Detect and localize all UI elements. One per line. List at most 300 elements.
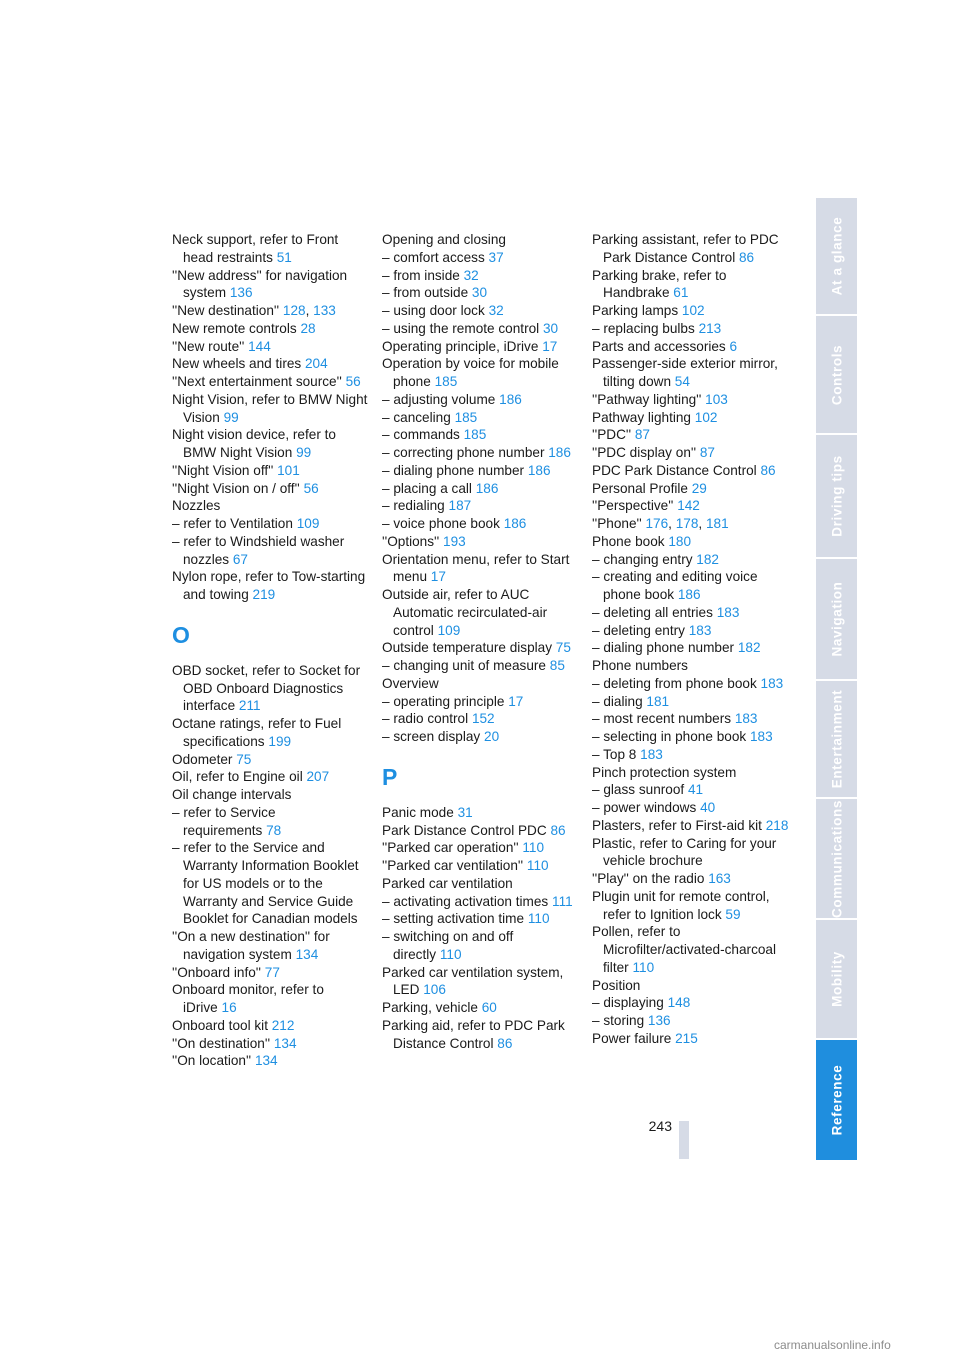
index-entry <box>592 799 792 817</box>
index-entry <box>382 338 582 356</box>
page-reference-link[interactable]: 85 <box>549 658 565 673</box>
index-entry <box>592 781 792 799</box>
index-entry-text: – activating activation times <box>382 893 549 909</box>
index-entry-text: Parking lamps <box>592 303 679 318</box>
index-entry-text: ''Onboard info'' <box>172 964 261 980</box>
page-reference-link[interactable]: 204 <box>304 356 328 372</box>
page-reference-link[interactable]: 181 <box>646 693 670 709</box>
index-entry: ''New destination'' 128, 133 <box>172 303 336 318</box>
page-reference-link[interactable]: 41 <box>687 782 704 798</box>
page-reference-link[interactable]: 134 <box>273 1035 297 1051</box>
index-entry-text: ''Phone'' <box>592 516 642 531</box>
index-entry-text: Plugin unit for remote control, refer to Ignition lock <box>592 888 770 922</box>
index-entry-text: – Top 8 <box>592 746 637 762</box>
index-entry-text: Onboard tool kit <box>172 1017 268 1033</box>
index-entry <box>382 320 582 338</box>
index-entry <box>382 426 582 444</box>
index-entry-text: ''Options'' <box>382 533 440 549</box>
page-reference-link[interactable]: 20 <box>484 729 500 744</box>
index-entry-text: – refer to Ventilation <box>172 516 293 531</box>
page-reference-link[interactable]: 186 <box>475 480 499 496</box>
page-reference-link[interactable]: 193 <box>443 533 466 549</box>
index-entry <box>382 728 582 746</box>
index-entry-text: – deleting from phone book <box>592 675 757 691</box>
page-reference-link[interactable]: 86 <box>497 1035 513 1051</box>
page-reference-link[interactable]: 75 <box>555 640 571 656</box>
page-number-bar <box>679 1121 689 1159</box>
page-reference-link[interactable]: 185 <box>463 427 487 443</box>
page-reference-link[interactable]: 152 <box>471 711 495 727</box>
page-reference-link[interactable]: 54 <box>674 374 690 389</box>
index-entry-text: Pinch protection system <box>592 764 737 780</box>
page-reference-link[interactable]: 16 <box>221 1000 237 1015</box>
page-reference-link[interactable]: 87 <box>699 445 715 460</box>
index-entry <box>172 462 372 480</box>
page-reference-link[interactable]: 102 <box>681 303 705 318</box>
index-entry-text: – creating and editing voice phone book <box>592 569 758 602</box>
index-entry-text: – most recent numbers <box>592 711 732 727</box>
index-entry <box>592 338 792 356</box>
tab-label: Entertainment <box>829 689 844 789</box>
index-column-1 <box>172 231 372 1070</box>
page-reference-link[interactable]: 212 <box>271 1017 295 1033</box>
page-reference-link[interactable]: 178 <box>675 516 699 531</box>
index-entry-text: ''Play'' on the radio <box>592 871 705 886</box>
index-entry-text: – power windows <box>592 800 697 815</box>
page-reference-link[interactable]: 134 <box>254 1053 278 1069</box>
page-reference-link[interactable]: 17 <box>508 693 524 709</box>
index-entry-text: Odometer <box>172 751 233 767</box>
tab-communications[interactable] <box>816 799 857 918</box>
page-reference-link[interactable]: 213 <box>698 320 722 336</box>
index-entry <box>382 515 582 533</box>
index-entry <box>382 657 582 675</box>
index-entry-text: Parking assistant, refer to PDC Park Distance Control <box>592 232 779 265</box>
index-entry <box>592 355 792 391</box>
index-entry <box>172 355 372 373</box>
page-reference-link[interactable]: 101 <box>277 462 300 478</box>
index-entry-text: – glass sunroof <box>592 782 685 798</box>
index-entry-text: Phone numbers <box>592 658 688 673</box>
index-entry-text: – replacing bulbs <box>592 320 695 336</box>
page-reference-link[interactable]: 219 <box>252 587 276 602</box>
index-entry <box>382 999 582 1017</box>
index-entry <box>592 391 792 409</box>
page-reference-link[interactable]: 148 <box>667 995 691 1011</box>
index-entry-text: – placing a call <box>382 480 472 496</box>
index-entry: ''Phone'' 176, 178, 181 <box>592 516 729 531</box>
index-entry-text: – setting activation time <box>382 911 525 927</box>
index-entry <box>382 462 582 480</box>
index-entry-text: Outside air, refer to AUC Automatic recirculated-air control <box>382 587 548 638</box>
page-reference-link[interactable]: 56 <box>303 480 319 496</box>
index-entry <box>172 751 372 769</box>
index-entry-text: – selecting in phone book <box>592 729 747 744</box>
index-entry <box>592 409 792 427</box>
index-entry <box>172 320 372 338</box>
page-reference-link[interactable]: 182 <box>737 640 761 656</box>
index-entry <box>592 746 792 764</box>
page-reference-link[interactable]: 87 <box>634 427 650 443</box>
index-entry <box>592 497 792 515</box>
tab-label: Driving tips <box>829 455 844 537</box>
index-entry <box>382 822 582 840</box>
tab-entertainment[interactable] <box>816 681 857 797</box>
page-reference-link[interactable]: 86 <box>550 822 566 838</box>
index-entry <box>592 604 792 622</box>
index-entry-text: Overview <box>382 675 439 691</box>
page-reference-link[interactable]: 28 <box>300 320 316 336</box>
index-entry-text: Neck support, refer to Front head restraints <box>172 232 339 265</box>
index-entry-text: Panic mode <box>382 804 454 820</box>
page-reference-link[interactable]: 186 <box>499 391 522 407</box>
index-entry <box>172 426 372 462</box>
page-reference-link[interactable]: 128 <box>282 303 306 318</box>
index-entry <box>592 568 792 604</box>
page-reference-link[interactable]: 183 <box>760 675 784 691</box>
index-entry-text: – refer to the Service and Warranty Information Booklet for US models or to the Warranty and Service Guide Booklet for Canadian models <box>172 840 359 927</box>
tab-label: Navigation <box>829 581 844 657</box>
index-entry-text: Pathway lighting <box>592 409 691 425</box>
index-entry <box>592 622 792 640</box>
index-entry-text: ''Next entertainment source'' <box>172 374 342 389</box>
index-entry <box>592 480 792 498</box>
index-entry <box>382 391 582 409</box>
index-entry-text: ''New address'' for navigation system <box>172 267 348 301</box>
page-reference-link[interactable]: 136 <box>647 1013 671 1028</box>
page-reference-link[interactable]: 99 <box>223 409 239 425</box>
index-entry <box>592 675 792 693</box>
index-entry <box>382 693 582 711</box>
index-entry-text: Personal Profile <box>592 480 688 496</box>
index-entry-text: – using the remote control <box>382 320 540 336</box>
index-entry-text: – canceling <box>382 409 451 425</box>
page-reference-link[interactable]: 110 <box>632 959 655 975</box>
index-entry-text: – using door lock <box>382 303 485 318</box>
watermark: carmanualsonline.info <box>774 1338 891 1352</box>
index-column-2 <box>382 231 582 1052</box>
index-entry <box>172 928 372 964</box>
index-entry-text: ''On location'' <box>172 1053 252 1069</box>
index-entry-text: – refer to Windshield washer nozzles <box>172 533 345 567</box>
page-reference-link[interactable]: 142 <box>677 498 700 514</box>
page-reference-link[interactable]: 109 <box>296 516 320 531</box>
tab-reference[interactable] <box>816 1040 857 1160</box>
page-reference-link[interactable]: 17 <box>542 338 558 354</box>
section-letter-heading: P <box>382 763 398 790</box>
index-entry-text: – correcting phone number <box>382 445 545 460</box>
page-reference-link[interactable]: 110 <box>526 858 549 873</box>
index-entry <box>592 320 792 338</box>
index-entry-text: – deleting all entries <box>592 604 713 620</box>
index-entry-text: OBD socket, refer to Socket for OBD Onboard Diagnostics interface <box>172 662 361 714</box>
page-reference-link[interactable]: 163 <box>708 871 731 886</box>
section-letter-heading: O <box>172 621 190 648</box>
index-entry <box>172 497 372 515</box>
index-entry <box>172 964 372 982</box>
index-entry <box>592 764 792 782</box>
index-entry-text: Night vision device, refer to BMW Night Vision <box>172 427 336 460</box>
index-entry-text: ''New destination'' <box>172 303 280 318</box>
page-reference-link[interactable]: 183 <box>688 622 712 638</box>
index-entry-text: – dialing <box>592 693 643 709</box>
index-entry <box>382 710 582 728</box>
index-entry <box>172 786 372 804</box>
index-entry-text: Night Vision, refer to BMW Night Vision <box>172 391 368 425</box>
index-entry-text: – screen display <box>382 729 481 744</box>
index-entry <box>382 533 582 551</box>
index-entry-text: Park Distance Control PDC <box>382 822 547 838</box>
index-entry <box>592 533 792 551</box>
index-entry-text: ''New route'' <box>172 338 245 354</box>
page-reference-link[interactable]: 182 <box>696 551 719 567</box>
index-entry-text: Onboard monitor, refer to iDrive <box>172 982 324 1015</box>
page-reference-link[interactable]: 86 <box>739 249 755 265</box>
tab-label: Communications <box>829 799 844 918</box>
index-entry <box>592 231 792 267</box>
page-reference-link[interactable]: 86 <box>760 462 776 478</box>
index-entry-text: ''Perspective'' <box>592 498 674 514</box>
index-entry <box>592 267 792 303</box>
page-reference-link[interactable]: 56 <box>345 374 361 389</box>
index-entry <box>172 1052 372 1070</box>
index-entry-text: – comfort access <box>382 249 485 265</box>
page-reference-link[interactable]: 207 <box>306 769 330 785</box>
page-reference-link[interactable]: 183 <box>640 746 663 762</box>
index-entry-text: Oil, refer to Engine oil <box>172 769 303 785</box>
index-entry <box>592 1012 792 1030</box>
index-entry <box>382 444 582 462</box>
index-entry <box>382 804 582 822</box>
page-reference-link[interactable]: 51 <box>276 249 292 265</box>
index-entry-text: Parking, vehicle <box>382 1000 478 1015</box>
page-reference-link[interactable]: 110 <box>522 840 545 856</box>
index-entry-text: ''Night Vision on / off'' <box>172 480 300 496</box>
index-entry-text: ''Pathway lighting'' <box>592 391 702 407</box>
page-reference-link[interactable]: 77 <box>264 964 280 980</box>
index-entry <box>172 267 372 303</box>
page-reference-link[interactable]: 99 <box>296 445 312 460</box>
index-entry-text: – deleting entry <box>592 622 685 638</box>
page-reference-link[interactable]: 110 <box>439 946 462 962</box>
index-entry-text: ''On a new destination'' for navigation system <box>172 929 330 962</box>
index-entry <box>382 231 582 249</box>
tab-label: Mobility <box>829 951 844 1007</box>
index-entry-text: Outside temperature display <box>382 640 553 656</box>
tab-navigation[interactable] <box>816 559 857 679</box>
index-entry <box>382 675 582 693</box>
page-reference-link[interactable]: 32 <box>463 267 479 283</box>
page-reference-link[interactable]: 103 <box>705 391 728 407</box>
index-entry <box>382 910 582 928</box>
page-reference-link[interactable]: 109 <box>437 622 461 638</box>
page-reference-link[interactable]: 30 <box>471 285 488 301</box>
page-reference-link[interactable]: 59 <box>725 906 741 922</box>
index-entry <box>172 533 372 569</box>
index-entry <box>382 875 582 893</box>
page-reference-link[interactable]: 186 <box>677 587 701 602</box>
page-reference-link[interactable]: 37 <box>488 249 504 265</box>
page-reference-link[interactable]: 183 <box>734 711 758 727</box>
index-entry-text: – changing entry <box>592 551 693 567</box>
index-entry-text: Position <box>592 977 641 993</box>
tab-label: At a glance <box>829 216 844 296</box>
page-reference-link[interactable]: 186 <box>503 516 527 531</box>
page-reference-link[interactable]: 61 <box>673 285 689 301</box>
index-entry-text: – commands <box>382 427 460 443</box>
page-reference-link[interactable]: 133 <box>313 303 336 318</box>
page-reference-link[interactable]: 75 <box>236 751 252 767</box>
index-entry <box>172 804 372 840</box>
page-reference-link[interactable]: 30 <box>542 320 559 336</box>
page-reference-link[interactable]: 187 <box>448 498 472 514</box>
page-reference-link[interactable]: 111 <box>552 893 573 909</box>
page-reference-link[interactable]: 29 <box>691 480 707 496</box>
index-entry <box>382 249 582 267</box>
index-entry-text: – dialing phone number <box>382 462 525 478</box>
index-entry-text: Parking brake, refer to Handbrake <box>592 267 727 301</box>
page-reference-link[interactable]: 186 <box>527 462 551 478</box>
index-entry <box>592 817 792 835</box>
index-entry <box>172 568 372 604</box>
index-entry <box>382 551 582 587</box>
page-reference-link[interactable]: 32 <box>488 303 504 318</box>
tab-driving-tips[interactable] <box>816 435 857 557</box>
index-entry <box>592 693 792 711</box>
page-reference-link[interactable]: 102 <box>694 409 718 425</box>
page-reference-link[interactable]: 199 <box>268 733 292 749</box>
index-entry <box>382 857 582 875</box>
index-entry-text: Octane ratings, refer to Fuel specifications <box>172 716 342 749</box>
page-reference-link[interactable]: 144 <box>248 338 271 354</box>
index-entry <box>172 1017 372 1035</box>
page-reference-link[interactable]: 134 <box>295 946 319 962</box>
page-reference-link[interactable]: 136 <box>229 285 253 301</box>
page-reference-link[interactable]: 6 <box>729 338 738 354</box>
page-reference-link[interactable]: 40 <box>700 800 716 815</box>
index-entry <box>172 373 372 391</box>
index-entry-text: Parking aid, refer to PDC Park Distance Control <box>382 1017 565 1051</box>
page-reference-link[interactable]: 78 <box>266 822 282 838</box>
index-entry-text: New remote controls <box>172 320 297 336</box>
page-reference-link[interactable]: 110 <box>527 911 550 927</box>
index-entry <box>592 728 792 746</box>
tab-mobility[interactable] <box>816 920 857 1038</box>
index-entry <box>172 231 372 267</box>
index-entry <box>172 515 372 533</box>
page-reference-link[interactable]: 211 <box>238 698 261 714</box>
page-reference-link[interactable]: 106 <box>423 982 446 998</box>
index-entry <box>592 426 792 444</box>
index-entry <box>592 551 792 569</box>
index-entry-text: Plasters, refer to First-aid kit <box>592 817 762 833</box>
index-entry <box>592 923 792 976</box>
index-entry-text: Nozzles <box>172 498 221 514</box>
page-reference-link[interactable]: 176 <box>645 516 669 531</box>
index-entry <box>382 284 582 302</box>
index-entry-text: Operating principle, iDrive <box>382 338 539 354</box>
index-entry <box>382 497 582 515</box>
index-entry <box>382 267 582 285</box>
index-entry <box>172 768 372 786</box>
index-entry-text: ''PDC display on'' <box>592 445 697 460</box>
index-entry-text: – voice phone book <box>382 516 500 531</box>
page-reference-link[interactable]: 215 <box>675 1030 698 1046</box>
page-reference-link[interactable]: 67 <box>232 551 248 567</box>
index-entry <box>382 893 582 911</box>
index-entry <box>382 355 582 391</box>
page-reference-link[interactable]: 183 <box>749 729 773 744</box>
page-reference-link[interactable]: 60 <box>481 1000 497 1015</box>
index-entry-text: Plastic, refer to Caring for your vehicle brochure <box>592 835 777 869</box>
index-entry <box>382 409 582 427</box>
page-reference-link[interactable]: 31 <box>457 804 473 820</box>
index-entry-text: ''PDC'' <box>592 427 632 443</box>
index-entry-text: Phone book <box>592 533 665 549</box>
page-reference-link[interactable]: 17 <box>430 569 446 585</box>
index-entry-text: Parts and accessories <box>592 338 726 354</box>
index-entry-text: – radio control <box>382 711 469 727</box>
page-reference-link[interactable]: 218 <box>765 817 789 833</box>
index-entry-text: Parked car ventilation system, LED <box>382 964 564 998</box>
index-entry <box>172 715 372 751</box>
index-entry <box>592 870 792 888</box>
index-entry <box>172 391 372 427</box>
index-entry <box>592 710 792 728</box>
page-reference-link[interactable]: 180 <box>668 533 692 549</box>
index-entry <box>382 302 582 320</box>
index-entry-text: – displaying <box>592 995 664 1011</box>
page-reference-link[interactable]: 185 <box>454 409 478 425</box>
index-entry-text: – storing <box>592 1013 645 1028</box>
index-entry <box>382 1017 582 1053</box>
index-entry-text: – adjusting volume <box>382 391 496 407</box>
index-entry-text: Nylon rope, refer to Tow-starting and towing <box>172 569 366 602</box>
index-entry <box>382 964 582 1000</box>
index-entry-text: ''Parked car ventilation'' <box>382 858 524 873</box>
index-entry <box>592 462 792 480</box>
index-entry-text: Orientation menu, refer to Start menu <box>382 551 570 585</box>
index-entry <box>592 444 792 462</box>
index-entry-text: Opening and closing <box>382 232 506 247</box>
index-entry <box>592 888 792 924</box>
index-entry <box>592 302 792 320</box>
page-reference-link[interactable]: 183 <box>716 604 740 620</box>
page-reference-link[interactable]: 185 <box>434 374 458 389</box>
index-entry-text: – from inside <box>382 267 460 283</box>
index-entry <box>382 480 582 498</box>
index-entry-text: – dialing phone number <box>592 640 735 656</box>
tab-at-a-glance[interactable] <box>816 198 857 314</box>
index-entry-text: – redialing <box>382 498 445 514</box>
index-entry <box>172 662 372 715</box>
index-entry <box>172 981 372 1017</box>
index-entry-text: – switching on and off directly <box>382 929 514 962</box>
tab-controls[interactable] <box>816 316 857 433</box>
index-entry-text: PDC Park Distance Control <box>592 462 757 478</box>
index-entry <box>592 1030 792 1048</box>
section-tab-bar <box>816 198 857 1160</box>
index-entry <box>382 639 582 657</box>
page-reference-link[interactable]: 181 <box>705 516 729 531</box>
index-entry-text: Parked car ventilation <box>382 875 513 891</box>
index-entry-text: Operation by voice for mobile phone <box>382 356 559 389</box>
index-entry-text: New wheels and tires <box>172 356 302 372</box>
index-entry-text: ''Night Vision off'' <box>172 462 274 478</box>
page-reference-link[interactable]: 186 <box>548 445 571 460</box>
index-entry-text: – refer to Service requirements <box>172 804 276 838</box>
index-entry-text: ''On destination'' <box>172 1035 271 1051</box>
